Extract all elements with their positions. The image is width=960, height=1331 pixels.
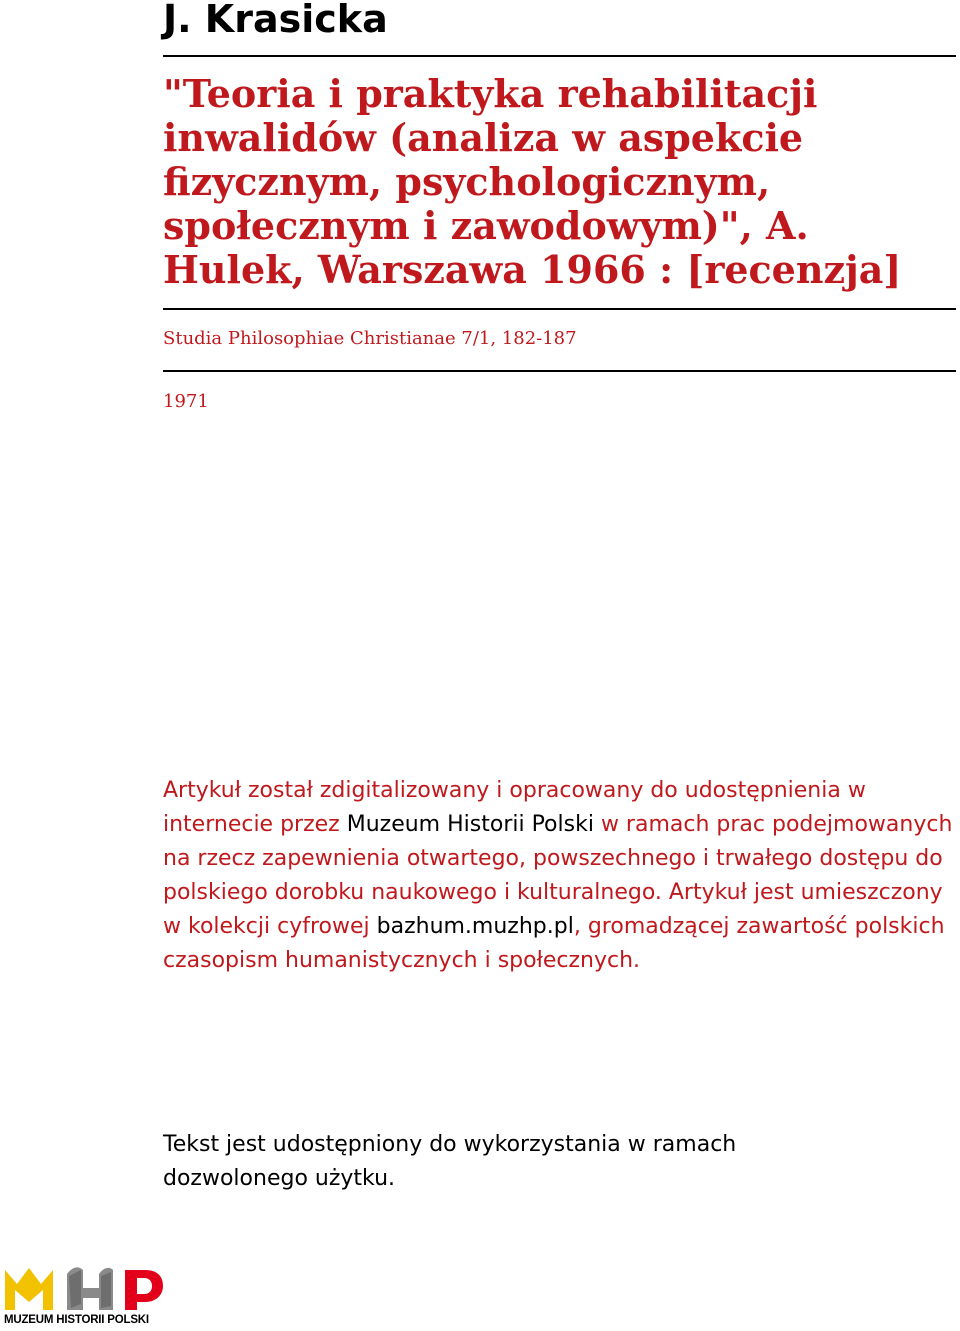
museum-name: Muzeum Historii Polski (346, 812, 594, 837)
museum-logo-text: MUZEUM HISTORII POLSKI (4, 1314, 149, 1326)
museum-logo-icon (3, 1264, 167, 1314)
notice-text-1: Artykuł został zdigitalizowany i opracowany do udostępnienia w internecie przez (163, 778, 866, 837)
document-title: "Teoria i praktyka rehabilitacji inwalidów (analiza w aspekcie fizycznym, psychologicznym, społecznym i zawodowym)", A. Hulek, Warszawa 1966 : [recenzja] (163, 71, 902, 292)
publication-year: 1971 (163, 391, 209, 412)
source-citation: Studia Philosophiae Christianae 7/1, 182-187 (163, 328, 577, 349)
notice-text-3: , gromadzącej zawartość polskich czasopism humanistycznych i społecznych. (163, 914, 945, 973)
usage-notice: Tekst jest udostępniony do wykorzystania w ramach dozwolonego użytku. (163, 1132, 737, 1191)
divider-bottom (163, 370, 956, 372)
collection-link[interactable]: bazhum.muzhp.pl (376, 914, 574, 939)
author-name: J. Krasicka (163, 0, 388, 41)
museum-logo (3, 1264, 167, 1330)
digitization-notice (163, 774, 953, 978)
notice-text-2: w ramach prac podejmowanych na rzecz zapewnienia otwartego, powszechnego i trwałego dostępu do polskiego dorobku naukowego i kulturalnego. Artykuł jest umieszczony w kolekcji cyfrowej (163, 812, 953, 939)
divider-top (163, 55, 956, 57)
divider-middle (163, 308, 956, 310)
